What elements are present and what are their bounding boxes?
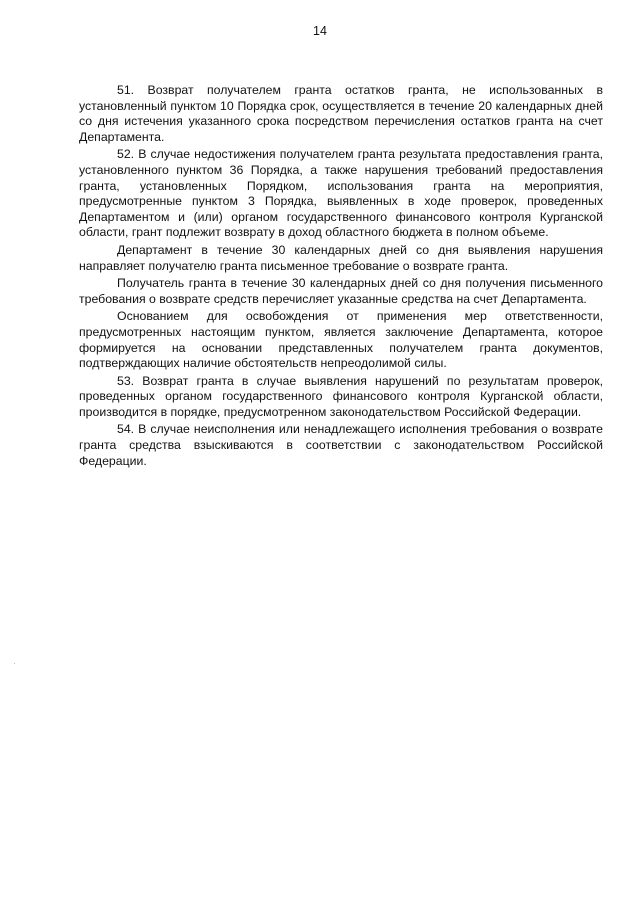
paragraph-51: 51. Возврат получателем гранта остатков гранта, не использованных в установленный пунктом 10 Порядка срок, осуществляется в течение 20 календарных дней со дня истечения указанного срока посредством перечисления остатков гранта на счет Департамента. — [79, 83, 603, 144]
paragraph-52: 52. В случае недостижения получателем гранта результата предоставления гранта, установленного пунктом 36 Порядка, а также нарушения требований предоставления гранта, установленных Порядком, использования гранта на мероприятия, предусмотренные пунктом 3 Порядка, выявленных в ходе проверок, проведенных Департаментом и (или) органом государственного финансового контроля Курганской области, грант подлежит возврату в доход областного бюджета в полном объеме. — [79, 147, 603, 240]
paragraph-52-notice: Департамент в течение 30 календарных дней со дня выявления нарушения направляет получателю гранта письменное требование о возврате гранта. — [79, 242, 603, 273]
document-body — [79, 83, 603, 471]
paragraph-54: 54. В случае неисполнения или ненадлежащего исполнения требования о возврате гранта средства взыскиваются в соответствии с законодательством Российской Федерации. — [79, 422, 603, 468]
paragraph-52-exemption: Основанием для освобождения от применения мер ответственности, предусмотренных настоящим пунктом, является заключение Департамента, которое формируется на основании представленных получателем гранта документов, подтверждающих наличие обстоятельств непреодолимой силы. — [79, 309, 603, 371]
scan-speck — [14, 663, 15, 664]
page-number: 14 — [313, 24, 327, 38]
paragraph-52-payment: Получатель гранта в течение 30 календарных дней со дня получения письменного требования о возврате средств перечисляет указанные средства на счет Департамента. — [79, 276, 603, 306]
paragraph-53: 53. Возврат гранта в случае выявления нарушений по результатам проверок, проведенных органом государственного финансового контроля Курганской области, производится в порядке, предусмотренном законодательством Российской Федерации. — [79, 373, 603, 419]
